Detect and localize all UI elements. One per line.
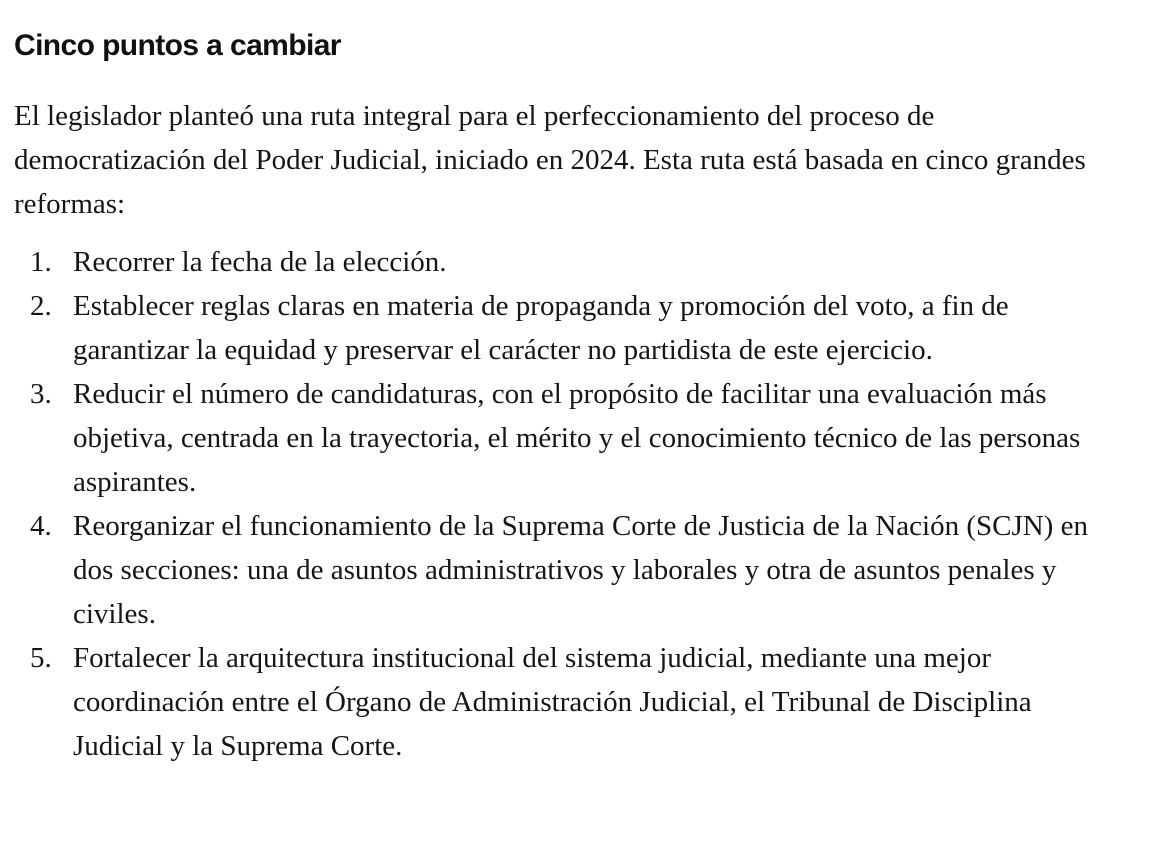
- list-item: [14, 284, 1129, 372]
- list-item-number: 3.: [30, 378, 52, 410]
- intro-paragraph: El legislador planteó una ruta integral para el perfeccionamiento del proceso de democratización del Poder Judicial, iniciado en 2024. Esta ruta está basada en cinco grandes reformas:: [14, 100, 1086, 220]
- list-item-number: 2.: [30, 290, 52, 322]
- list-item-number: 1.: [30, 246, 52, 278]
- list-item: [14, 372, 1129, 504]
- list-item-text: Fortalecer la arquitectura institucional del sistema judicial, mediante una mejor coordinación entre el Órgano de Administración Judicial, el Tribunal de Disciplina Judicial y la Suprema Corte.: [73, 642, 1032, 762]
- list-item: [14, 240, 1129, 284]
- list-item: [14, 636, 1129, 768]
- list-item-text: Recorrer la fecha de la elección.: [73, 246, 447, 278]
- section-heading: Cinco puntos a cambiar: [14, 29, 341, 62]
- article-section: [14, 20, 1129, 768]
- list-item-text: Reducir el número de candidaturas, con el propósito de facilitar una evaluación más objetiva, centrada en la trayectoria, el mérito y el conocimiento técnico de las personas aspirantes.: [73, 378, 1081, 498]
- reform-points-list: [14, 240, 1129, 768]
- list-item-number: 5.: [30, 642, 52, 674]
- list-item-text: Reorganizar el funcionamiento de la Suprema Corte de Justicia de la Nación (SCJN) en dos secciones: una de asuntos administrativos y laborales y otra de asuntos penales y civiles.: [73, 510, 1088, 630]
- list-item: [14, 504, 1129, 636]
- list-item-text: Establecer reglas claras en materia de propaganda y promoción del voto, a fin de garantizar la equidad y preservar el carácter no partidista de este ejercicio.: [73, 290, 1009, 366]
- list-item-number: 4.: [30, 510, 52, 542]
